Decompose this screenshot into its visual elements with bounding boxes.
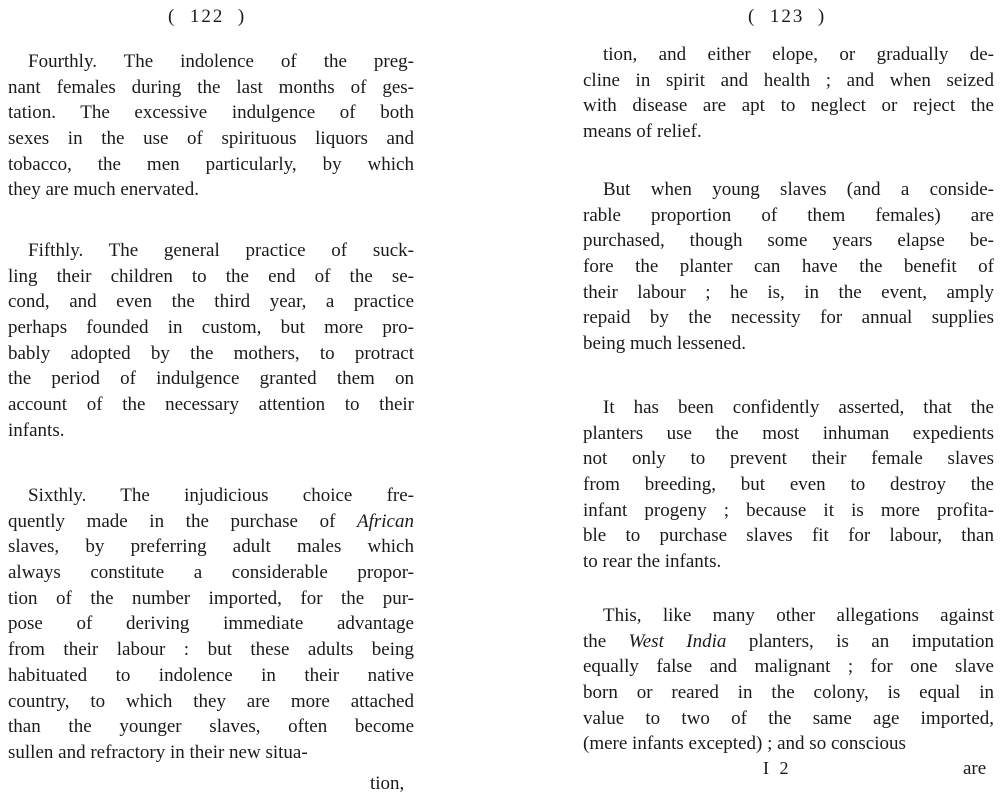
- text-line: But when young slaves (and a conside-: [603, 179, 994, 200]
- text-line: means of relief.: [583, 121, 702, 143]
- text-line: planters use the most inhuman expedients: [583, 422, 994, 444]
- catchword: tion,: [370, 773, 405, 794]
- text-line: to rear the infants.: [583, 551, 722, 573]
- text-line: pose of deriving immediate advantage: [8, 613, 414, 635]
- text-line: their labour ; he is, in the event, amply: [583, 281, 994, 303]
- text-line: tobacco, the men particularly, by which: [8, 153, 414, 175]
- text-line: from breeding, but even to destroy the: [583, 474, 994, 496]
- text-line: cline in spirit and health ; and when seized: [583, 69, 994, 91]
- left-page: [0, 0, 420, 806]
- paragraph: [583, 42, 994, 145]
- text-line: the West India planters, is an imputation: [583, 630, 994, 652]
- catchword: are: [963, 758, 987, 779]
- text-line: This, like many other allegations against: [603, 605, 994, 626]
- text-line: cond, and even the third year, a practice: [8, 291, 414, 313]
- text-line: with disease are apt to neglect or reject the: [583, 95, 994, 117]
- text-line: sexes in the use of spirituous liquors and: [8, 128, 414, 150]
- text-line: the period of indulgence granted them on: [8, 368, 414, 390]
- paragraph: [583, 395, 994, 575]
- text-line: purchased, though some years elapse be-: [583, 230, 994, 252]
- text-line: bably adopted by the mothers, to protract: [8, 342, 414, 364]
- text-line: repaid by the necessity for annual supplies: [583, 307, 994, 329]
- text-line: It has been confidently asserted, that the: [603, 397, 994, 418]
- text-line: infant progeny ; because it is more profita-: [583, 499, 994, 521]
- signature-mark: I 2: [763, 758, 792, 778]
- text-line: infants.: [8, 419, 65, 441]
- text-line: born or reared in the colony, is equal in: [583, 682, 994, 704]
- text-line: country, to which they are more attached: [8, 690, 414, 712]
- paragraph: [8, 483, 414, 766]
- text-line: tion, and either elope, or gradually de-: [603, 44, 994, 65]
- text-line: slaves, by preferring adult males which: [8, 536, 414, 558]
- text-line: tation. The excessive indulgence of both: [8, 102, 414, 124]
- paragraph: [583, 177, 994, 357]
- paragraph: [8, 238, 414, 444]
- text-line: habituated to indolence in their native: [8, 664, 414, 686]
- paragraph: [8, 49, 414, 203]
- text-line: (mere infants excepted) ; and so conscious: [583, 733, 906, 755]
- text-line: from their labour : but these adults being: [8, 639, 414, 661]
- text-line: than the younger slaves, often become: [8, 716, 414, 738]
- text-line: fore the planter can have the benefit of: [583, 256, 994, 278]
- page-number: ( 122 ): [168, 6, 247, 27]
- text-line: rable proportion of them females) are: [583, 204, 994, 226]
- text-line: Fourthly. The indolence of the preg-: [28, 51, 414, 72]
- text-line: quently made in the purchase of African: [8, 510, 414, 532]
- text-line: account of the necessary attention to their: [8, 394, 414, 416]
- text-line: they are much enervated.: [8, 179, 199, 201]
- text-line: nant females during the last months of ges-: [8, 76, 414, 98]
- paragraph: [583, 603, 994, 757]
- text-line: always constitute a considerable propor-: [8, 562, 414, 584]
- text-line: Sixthly. The injudicious choice fre-: [28, 485, 414, 506]
- text-line: ble to purchase slaves fit for labour, than: [583, 525, 994, 547]
- text-line: tion of the number imported, for the pur-: [8, 587, 414, 609]
- text-line: perhaps founded in custom, but more pro-: [8, 317, 414, 339]
- text-line: sullen and refractory in their new situa-: [8, 741, 308, 763]
- text-line: ling their children to the end of the se-: [8, 265, 414, 287]
- text-line: equally false and malignant ; for one slave: [583, 656, 994, 678]
- text-line: being much lessened.: [583, 333, 747, 355]
- right-page: [575, 0, 1000, 806]
- text-line: Fifthly. The general practice of suck-: [28, 240, 414, 261]
- text-line: value to two of the same age imported,: [583, 707, 994, 729]
- page-number: ( 123 ): [748, 6, 827, 27]
- text-line: not only to prevent their female slaves: [583, 448, 994, 470]
